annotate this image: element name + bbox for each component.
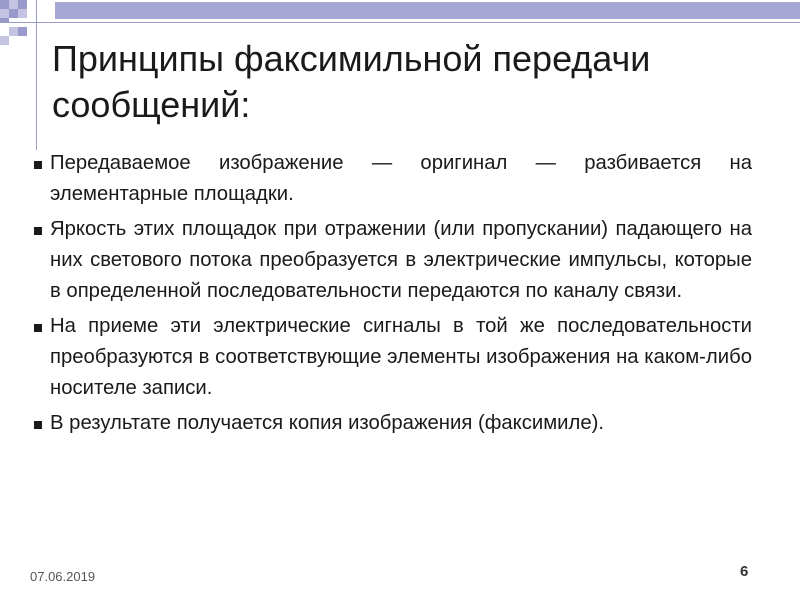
decor-square (9, 9, 18, 18)
square-bullet-icon (34, 161, 42, 169)
decor-square (18, 9, 27, 18)
bullet-item (30, 408, 752, 439)
header-decoration-light (36, 2, 55, 19)
bullet-text: Передаваемое изображение — оригинал — разбивается на элементарные площадки. (50, 152, 752, 205)
page-number: 6 (740, 563, 749, 580)
bullet-text: Яркость этих площадок при отражении (или пропускании) падающего на них светового потока преобразуется в электрические импульсы, которые в определенной последовательности передаются по каналу связи. (50, 218, 752, 302)
bullet-text: В результате получается копия изображения (факсимиле). (50, 412, 605, 434)
decor-square (9, 27, 18, 36)
decor-square (9, 0, 18, 9)
header-band (55, 2, 800, 19)
footer-date: 07.06.2019 (30, 569, 96, 584)
square-bullet-icon (34, 421, 42, 429)
decor-square (18, 27, 27, 36)
decor-square (0, 18, 9, 22)
horizontal-divider (0, 22, 800, 23)
decor-square (0, 0, 9, 9)
decor-square (18, 0, 27, 9)
slide-title: Принципы факсимильной передачи сообщений: (52, 38, 651, 125)
decor-square (0, 36, 9, 45)
decor-square (0, 9, 9, 18)
bullet-item (30, 214, 752, 307)
bullet-text: На приеме эти электрические сигналы в той же последовательности преобразуются в соответствующие элементы изображения на каком-либо носителе записи. (50, 315, 752, 399)
bullet-list (30, 148, 752, 443)
square-bullet-icon (34, 324, 42, 332)
square-bullet-icon (34, 227, 42, 235)
bullet-item (30, 148, 752, 210)
bullet-item (30, 311, 752, 404)
